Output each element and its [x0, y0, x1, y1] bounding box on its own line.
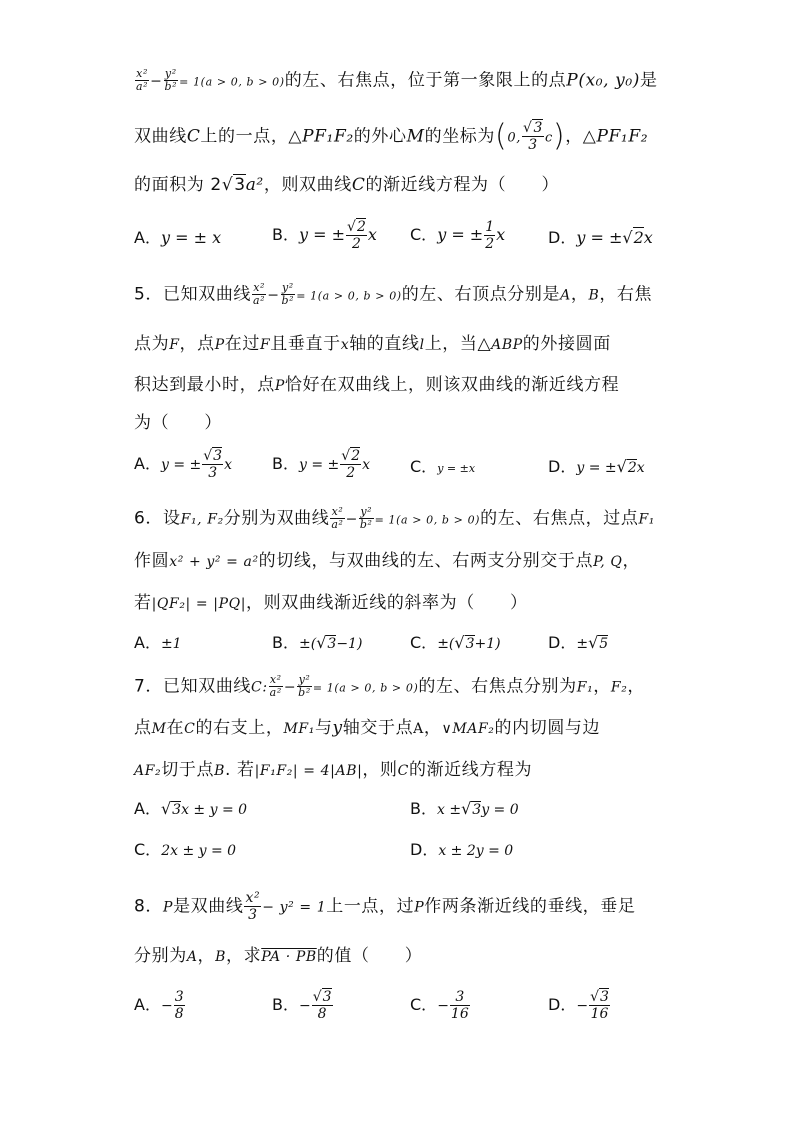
hyperbola-condition: = 1(a > 0, b > 0) — [374, 513, 481, 527]
q8-line-1 — [134, 890, 635, 923]
hyperbola-frac-y: $\frac{\text{y²}}{\text{b²}}$ — [281, 281, 295, 307]
var-f1: F₁ — [638, 511, 656, 528]
q7-options-row2 — [134, 837, 694, 863]
q6-line-3 — [134, 591, 528, 616]
text: 是 — [640, 70, 658, 91]
hyperbola-frac-x: $\frac{\text{x²}}{\text{a²}}$ — [136, 67, 149, 93]
q5-option-b[interactable]: B．y = ± $\frac{√2}{2}$ x — [272, 448, 371, 481]
var-b: B — [588, 287, 600, 304]
hyperbola-frac-y: $\frac{\text{y²}}{\text{b²}}$ — [164, 67, 178, 93]
text: 上一点，过 — [326, 896, 415, 917]
q8-option-c[interactable]: C．− $\frac{3}{16}$ — [410, 989, 469, 1022]
hyperbola-condition: = 1(a > 0, b > 0) — [312, 681, 419, 695]
text: 分别为双曲线 — [223, 508, 330, 529]
q5-options — [134, 448, 694, 481]
text: 的值（ ） — [316, 946, 423, 966]
text: ， — [627, 676, 646, 697]
q5-line-3 — [134, 373, 619, 398]
text: 作两条渐近线的垂线，垂足 — [424, 896, 636, 917]
q4-option-d[interactable]: D．y = ±√2x — [548, 228, 653, 247]
hyperbola-frac-y: $\frac{\text{y²}}{\text{b²}}$ — [298, 673, 311, 699]
text: 8． — [134, 896, 164, 917]
q5-option-a[interactable]: A．y = ± $\frac{√3}{3}$ x — [134, 448, 232, 481]
paren-right: ) — [552, 118, 566, 154]
text: ， — [622, 551, 641, 571]
q5-option-c[interactable]: C．y = ±x — [410, 457, 476, 476]
text: 点为 — [134, 334, 170, 354]
hyperbola-frac-y: $\frac{\text{y²}}{\text{b²}}$ — [359, 505, 373, 531]
text: 的右支上， — [195, 718, 284, 738]
var-m: M — [151, 721, 167, 737]
text: ，则 — [362, 760, 398, 780]
hyperbola-condition: = 1(a > 0, b > 0) — [296, 289, 402, 303]
minus-sign: − — [267, 287, 280, 304]
var-p: P — [214, 337, 225, 353]
text: 的左、右焦点分别为 — [418, 676, 577, 697]
text: ，点 — [179, 334, 215, 354]
paren-left: ( — [495, 118, 508, 154]
q6-line-1 — [134, 506, 655, 533]
q5-line-1 — [134, 282, 652, 309]
q8-option-d[interactable]: D．− $\frac{√3}{16}$ — [548, 989, 609, 1022]
q6-option-d[interactable]: D．±√5 — [548, 633, 609, 652]
text: 上的一点，△ — [200, 126, 303, 147]
text: 5．已知双曲线 — [134, 284, 252, 305]
var-b: B — [215, 949, 227, 965]
text: 的面积为 2 — [134, 175, 222, 195]
minus-sign: − — [150, 73, 163, 90]
triangle-pf1f2: PF₁F₂ — [596, 126, 649, 147]
text: 是双曲线 — [173, 896, 244, 917]
var-a: A — [186, 949, 198, 965]
text: 的切线，与双曲线的左、右两支分别交于点 — [258, 551, 594, 571]
circle-eq: x² + y² = a² — [169, 554, 259, 570]
hyperbola-condition: = 1(a > 0, b > 0) — [179, 75, 285, 89]
var-f2: F₂ — [610, 679, 628, 696]
q4-option-c[interactable]: C．y = ± $\frac{1}{2}$ x — [410, 219, 506, 252]
q5-line-2 — [134, 332, 611, 357]
minus-sign: − — [283, 679, 297, 696]
segment-mf1: MF₁ — [283, 721, 315, 737]
text: 在过 — [224, 334, 260, 354]
segment-af2: AF₂ — [134, 763, 162, 779]
text: 的左、右焦点，位于第一象限上的点 — [284, 70, 567, 91]
q7-options-row1 — [134, 796, 694, 822]
text: ，则双曲线 — [263, 175, 352, 195]
q5-option-d[interactable]: D．y = ±√2x — [548, 457, 645, 476]
q6-option-a[interactable]: A．±1 — [134, 633, 182, 652]
foci: F₁, F₂ — [180, 511, 224, 528]
condition: |QF₂| = |PQ| — [151, 596, 247, 612]
text: 恰好在双曲线上，则该双曲线的渐近线方程 — [284, 375, 620, 395]
coord-zero: 0, — [507, 130, 521, 146]
q8-options — [134, 989, 694, 1022]
q7-line-3 — [134, 758, 532, 783]
var-c: C — [351, 175, 366, 195]
text: 作圆 — [134, 551, 170, 571]
text: 的左、右顶点分别是 — [401, 284, 561, 305]
text: 的左、右焦点，过点 — [480, 508, 639, 529]
q6-options — [134, 630, 694, 656]
q4-option-b[interactable]: B．y = ± $\frac{√2}{2}$ x — [272, 219, 377, 252]
text: 与 — [314, 718, 333, 738]
text: ， — [593, 676, 611, 697]
text: 切于点 — [161, 760, 215, 780]
text: ，求 — [226, 946, 262, 966]
sqrt-3: √3 — [221, 175, 246, 195]
text: 分别为 — [134, 946, 187, 966]
q7-option-c[interactable]: C．2x ± y = 0 — [134, 840, 237, 859]
text: ， — [423, 718, 442, 738]
text: 为（ ） — [134, 413, 222, 433]
text: 轴交于点 — [342, 718, 414, 738]
q4-line-3 — [134, 173, 559, 197]
var-p: P — [163, 899, 174, 916]
dot-product: PA · PB — [261, 949, 317, 965]
text: 点 — [134, 718, 152, 738]
q8-eq-tail: − y² = 1 — [262, 899, 327, 916]
text: 6．设 — [134, 508, 181, 529]
var-p: P — [274, 378, 285, 394]
hyperbola-frac-x: $\frac{\text{x²}}{\text{a²}}$ — [253, 281, 266, 307]
triangle-abp: ABP — [491, 337, 523, 353]
var-l: l — [419, 337, 425, 353]
q8-line-2 — [134, 944, 422, 969]
text: 的渐近线方程为 — [408, 760, 533, 780]
text: 7．已知双曲线 — [134, 676, 252, 697]
var-f: F — [259, 337, 271, 353]
text: 双曲线 — [134, 126, 187, 147]
var-p: P — [414, 899, 425, 916]
q4-options — [134, 219, 694, 252]
triangle-pf1f2: PF₁F₂ — [302, 126, 354, 147]
q6-option-b[interactable]: B．±(√3−1) — [272, 633, 363, 652]
q8-option-b[interactable]: B．− $\frac{√3}{8}$ — [272, 989, 332, 1022]
var-c: C — [397, 763, 409, 779]
hyperbola-frac-x: $\frac{\text{x²}}{\text{a²}}$ — [269, 673, 282, 699]
q4-option-a[interactable]: A．y = ± x — [134, 228, 222, 247]
q7-line-2 — [134, 716, 600, 741]
var-m: M — [406, 126, 425, 147]
text: 积达到最小时，点 — [134, 375, 275, 395]
point-p: P(x₀, y₀) — [566, 70, 641, 91]
coord-frac: $\frac{√3}{3}$ — [522, 120, 543, 153]
text: 上，当△ — [424, 334, 492, 354]
text: 的外接圆面 — [522, 334, 611, 354]
q7-option-a[interactable]: A．√3x ± y = 0 — [134, 799, 248, 818]
q5-line-4 — [134, 411, 222, 435]
var-c: C — [184, 721, 196, 737]
q8-frac: $\frac{\text{x²}}{3}$ — [245, 890, 261, 923]
a-squared: a² — [245, 175, 264, 195]
var-y: y — [332, 718, 343, 738]
text: ， — [570, 284, 589, 305]
text: 的坐标为 — [424, 126, 496, 147]
text: 的外心 — [353, 126, 407, 147]
text: 且垂直于 — [270, 334, 341, 354]
text: 轴的直线 — [349, 334, 420, 354]
q7-option-d[interactable]: D．x ± 2y = 0 — [410, 840, 514, 859]
q8-option-a[interactable]: A．− $\frac{3}{8}$ — [134, 989, 184, 1022]
var-c: C: — [251, 679, 268, 696]
q6-option-c[interactable]: C．±(√3+1) — [410, 633, 501, 652]
var-a: A — [413, 721, 424, 737]
var-f: F — [169, 337, 180, 353]
text: ， — [197, 946, 216, 966]
condition: |F₁F₂| = 4|AB| — [254, 763, 363, 779]
text: ，则双曲线渐近线的斜率为（ ） — [246, 593, 528, 613]
q6-line-2 — [134, 549, 640, 574]
var-c: C — [186, 126, 201, 147]
text: ，右焦 — [599, 284, 653, 305]
q4-line-1 — [134, 68, 658, 95]
text: . 若 — [224, 760, 255, 780]
var-a: A — [560, 287, 571, 304]
triangle-maf2: ∨MAF₂ — [441, 721, 495, 737]
var-b: B — [214, 763, 225, 779]
minus-sign: − — [345, 511, 358, 528]
var-f1: F₁ — [576, 679, 594, 696]
text: ，△ — [565, 126, 597, 147]
points-pq: P, Q — [593, 554, 623, 570]
text: 的内切圆与边 — [494, 718, 601, 738]
text: 在 — [166, 718, 185, 738]
var-c-small: c — [544, 130, 553, 146]
var-x: x — [340, 337, 350, 353]
q7-line-1 — [134, 674, 645, 701]
text: 的渐近线方程为（ ） — [365, 175, 560, 195]
hyperbola-frac-x: $\frac{\text{x²}}{\text{a²}}$ — [331, 505, 344, 531]
q7-option-b[interactable]: B．x ±√3y = 0 — [410, 799, 519, 818]
q4-line-2 — [134, 120, 648, 153]
text: 若 — [134, 593, 152, 613]
